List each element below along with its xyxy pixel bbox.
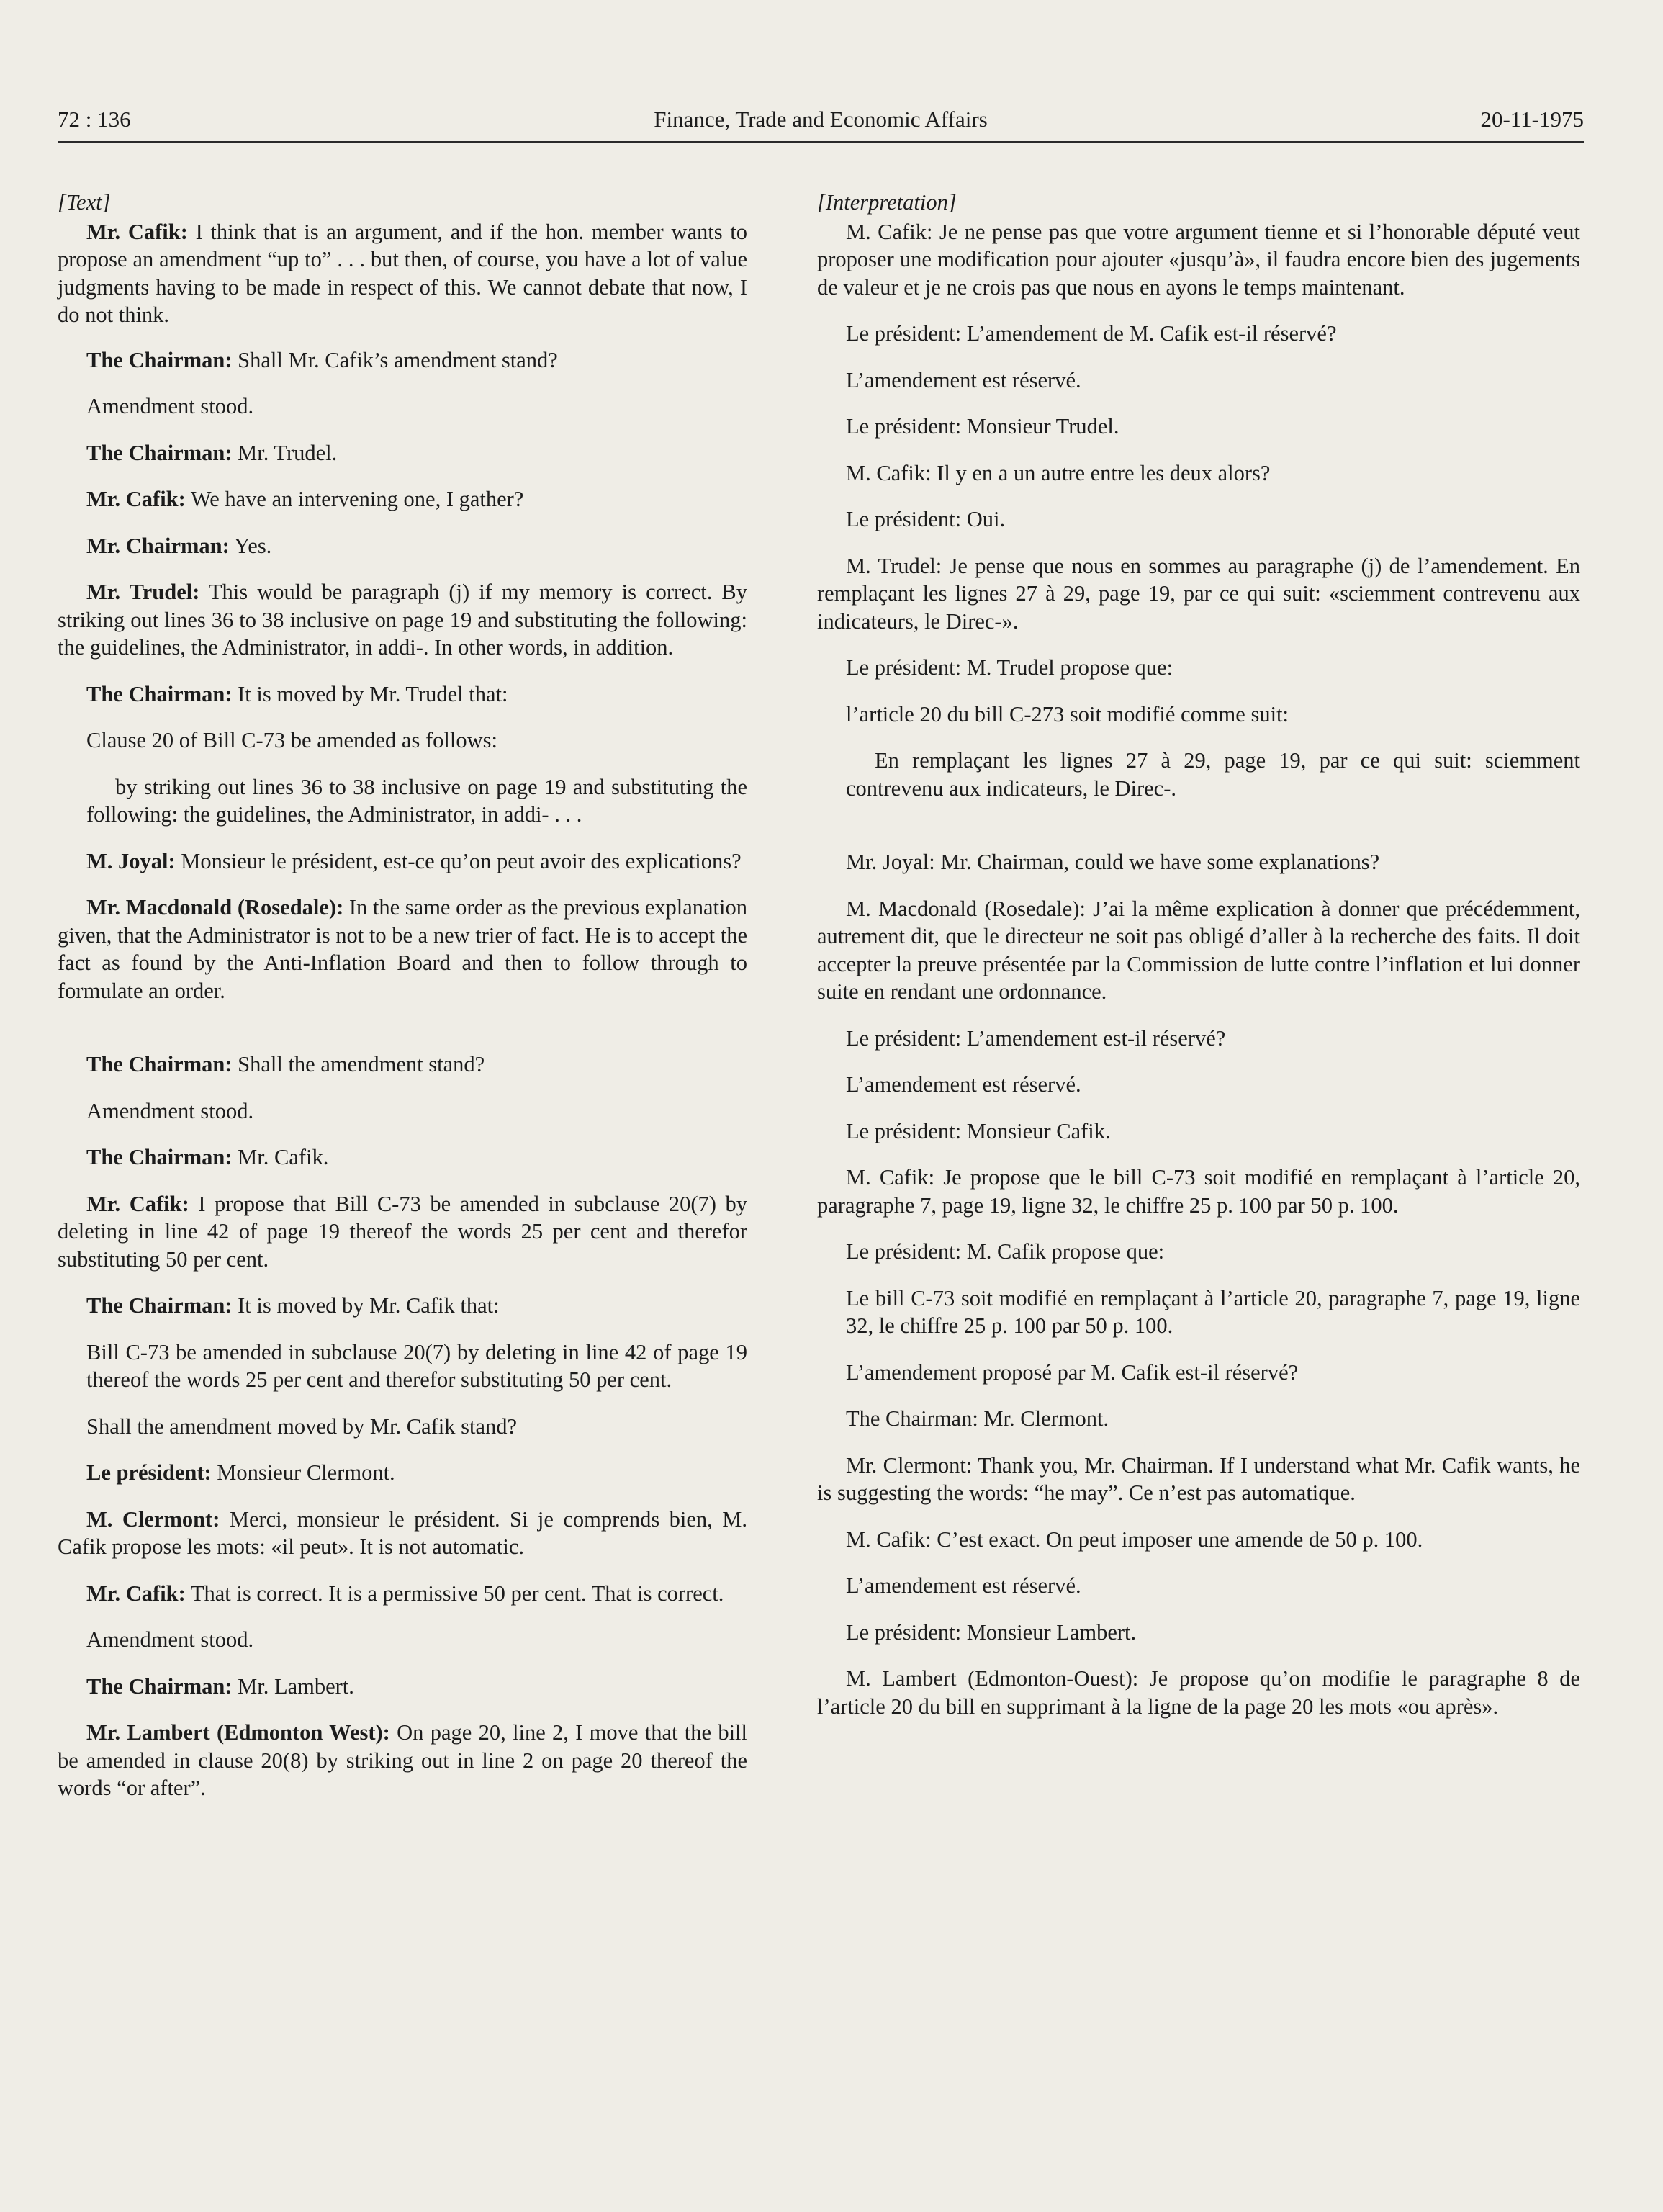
speech: The Chairman: Mr. Clermont. [846,1406,1109,1431]
paragraph [58,439,747,467]
speech: Clause 20 of Bill C-73 be amended as follows: [86,728,497,752]
speaker: Le président: [86,1460,212,1485]
speaker: Mr. Cafik: [86,1581,186,1606]
paragraph [817,848,1580,876]
paragraph [817,413,1580,441]
speaker: The Chairman: [86,347,233,372]
paragraph [817,505,1580,534]
speech: Le bill C-73 soit modifié en remplaçant à l’article 20, paragraphe 7, page 19, ligne 32, le chiffre 25 p. 100 par 50 p. 100. [846,1285,1580,1338]
speech: Mr. Trudel. [232,440,338,465]
paragraph [817,1071,1580,1099]
paragraph [58,1143,747,1172]
paragraph [817,218,1580,302]
paragraph [817,895,1580,1006]
speech: Amendment stood. [86,394,254,418]
speech: M. Trudel: Je pense que nous en sommes au paragraphe (j) de l’amendement. En remplaçant les lignes 27 à 29, page 19, par ce qui suit: «sciemment contrevenu aux indicateurs, le Direc-». [817,553,1580,634]
speech: M. Cafik: C’est exact. On peut imposer une amende de 50 p. 100. [846,1527,1423,1552]
left-column-text [58,189,747,1821]
speech: Le président: M. Trudel propose que: [846,655,1173,680]
paragraph [817,1118,1580,1146]
quoted-motion [86,1339,747,1394]
paragraph [58,485,747,513]
quoted-motion [846,701,1580,729]
speaker: M. Clermont: [86,1506,220,1532]
paragraph [58,1580,747,1608]
speech: Yes. [229,533,272,558]
paragraph [58,1413,747,1441]
paragraph [817,1572,1580,1600]
speech: Bill C-73 be amended in subclause 20(7) by deleting in line 42 of page 19 thereof the words 25 per cent and therefor substituting 50 per cent. [86,1339,747,1392]
speech: by striking out lines 36 to 38 inclusive on page 19 and substituting the following: the guidelines, the Administrator, in addi- . . . [86,774,747,827]
paragraph [817,1359,1580,1387]
speech: Mr. Lambert. [232,1673,354,1699]
speaker: The Chairman: [86,1673,233,1699]
speech: M. Cafik: Je ne pense pas que votre argument tienne et si l’honorable député veut proposer une modification pour ajouter «jusqu’à», il faudra encore bien des jugements de valeur et je ne crois pas que nous en ayons le temps maintenant. [817,219,1580,300]
speech: M. Lambert (Edmonton-Ouest): Je propose qu’on modifie le paragraphe 8 de l’article 20 du bill en supprimant à la ligne de la page 20 les mots «ou après». [817,1666,1580,1719]
speech: Monsieur le président, est-ce qu’on peut avoir des explications? [175,848,742,873]
paragraph [817,1526,1580,1554]
speech: On page 20, line 2, I move that the bill be amended in clause 20(8) by striking out in line 2 on page 20 thereof the words “or after”. [58,1720,747,1800]
paragraph [58,1459,747,1487]
quoted-motion [86,773,747,829]
speech: It is moved by Mr. Cafik that: [232,1293,500,1318]
header-page-number: 72 : 136 [58,107,131,132]
speech: Shall Mr. Cafik’s amendment stand? [232,347,558,372]
section-label-interpretation: [Interpretation] [817,190,957,215]
speech: Mr. Clermont: Thank you, Mr. Chairman. If I understand what Mr. Cafik wants, he is suggesting the words: “he may”. Ce n’est pas automatique. [817,1452,1580,1505]
speech: Mr. Cafik. [232,1145,329,1169]
speech: Mr. Joyal: Mr. Chairman, could we have some explanations? [846,850,1380,874]
paragraph [58,392,747,421]
speech: Le président: L’amendement est-il réservé? [846,1025,1226,1051]
quoted-motion [846,1285,1580,1340]
speaker: Mr. Chairman: [86,533,230,558]
speech: Le président: L’amendement de M. Cafik est-il réservé? [846,321,1337,346]
quoted-motion [846,747,1580,802]
paragraph [58,532,747,560]
speech: L’amendement est réservé. [846,1072,1081,1097]
speech: Shall the amendment stand? [232,1052,485,1076]
speech: Shall the amendment moved by Mr. Cafik stand? [86,1413,518,1439]
paragraph [58,1626,747,1654]
speaker: Mr. Cafik: [86,487,186,511]
paragraph [58,346,747,374]
paragraph [58,680,747,709]
quoted-motion [86,727,747,755]
speech: Le président: M. Cafik propose que: [846,1239,1165,1264]
speech: In the same order as the previous explanation given, that the Administrator is not to be a new trier of fact. He is to accept the fact as found by the Anti-Inflation Board and then to follow through to formulate an order. [58,895,747,1003]
speech: This would be paragraph (j) if my memory is correct. By striking out lines 36 to 38 inclusive on page 19 and substituting the following: the guidelines, the Administrator, in addi-. In other words, in addition. [58,580,748,660]
paragraph [817,1405,1580,1433]
paragraph [58,218,747,329]
paragraph [817,654,1580,682]
speech: Merci, monsieur le président. Si je comprends bien, M. Cafik propose les mots: «il peut». It is not automatic. [58,1506,747,1559]
paragraph [817,367,1580,395]
speaker: M. Joyal: [86,848,176,873]
speech: Le président: Oui. [846,507,1006,531]
speech: L’amendement est réservé. [846,367,1081,392]
paragraph [817,1238,1580,1266]
speaker: The Chairman: [86,1145,233,1169]
paragraph [58,1190,747,1274]
speech: L’amendement proposé par M. Cafik est-il réservé? [846,1359,1299,1385]
right-column-interpretation [817,189,1580,1739]
speech: M. Cafik: Je propose que le bill C-73 soit modifié en remplaçant à l’article 20, paragraphe 7, page 19, ligne 32, le chiffre 25 p. 100 par 50 p. 100. [817,1165,1580,1218]
speech: M. Cafik: Il y en a un autre entre les deux alors? [846,460,1271,485]
paragraph [58,1506,747,1561]
header-title: Finance, Trade and Economic Affairs [654,107,988,132]
paragraph [817,1025,1580,1053]
speaker: Mr. Lambert (Edmonton West): [86,1720,390,1745]
paragraph [817,320,1580,348]
speech: Monsieur Clermont. [211,1460,395,1485]
speech: En remplaçant les lignes 27 à 29, page 19, par ce qui suit: sciemment contrevenu aux indicateurs, le Direc-. [846,748,1580,801]
paragraph [817,1665,1580,1720]
speech: Le président: Monsieur Lambert. [846,1619,1137,1645]
paragraph [817,1452,1580,1507]
running-header [58,107,1584,135]
speech: It is moved by Mr. Trudel that: [232,681,508,706]
paragraph [817,552,1580,636]
paragraph [817,1164,1580,1219]
paragraph [58,894,747,1004]
speaker: The Chairman: [86,681,233,706]
speech: M. Macdonald (Rosedale): J’ai la même explication à donner que précédemment, autrement dit, que le directeur ne soit pas obligé d’aller à la recherche des faits. Il doit accepter la preuve présentée par la Commission de lutte contre l’inflation et lui donner suite en rendant une ordonnance. [817,896,1580,1004]
section-label-text: [Text] [58,190,111,215]
speech: Amendment stood. [86,1627,254,1652]
speaker: Mr. Cafik: [86,219,188,244]
speaker: Mr. Cafik: [86,1191,189,1216]
paragraph [58,1051,747,1079]
speech: We have an intervening one, I gather? [185,487,524,511]
paragraph [817,1619,1580,1647]
speech: L’amendement est réservé. [846,1573,1081,1598]
speaker: Mr. Trudel: [86,580,200,604]
header-date: 20-11-1975 [1480,107,1584,132]
speech: I think that is an argument, and if the hon. member wants to propose an amendment “up to” . . . but then, of course, you have a lot of value judgments having to be made in respect of this. We cannot debate that now, I do not think. [58,219,747,327]
paragraph [58,848,747,876]
speech: Le président: Monsieur Cafik. [846,1118,1111,1143]
paragraph [58,1097,747,1125]
header-rule [58,141,1584,143]
speech: Amendment stood. [86,1098,254,1123]
speaker: The Chairman: [86,1052,233,1076]
speaker: The Chairman: [86,1293,233,1318]
paragraph [58,578,747,662]
speech: That is correct. It is a permissive 50 per cent. That is correct. [185,1581,724,1606]
speech: I propose that Bill C-73 be amended in subclause 20(7) by deleting in line 42 of page 19 thereof the words 25 per cent and therefor substituting 50 per cent. [58,1191,747,1272]
paragraph [58,1673,747,1701]
speech: l’article 20 du bill C-273 soit modifié comme suit: [846,701,1289,727]
paragraph [58,1719,747,1802]
speech: Le président: Monsieur Trudel. [846,414,1119,439]
speaker: Mr. Macdonald (Rosedale): [86,895,344,920]
paragraph [817,459,1580,487]
paragraph [58,1292,747,1320]
speaker: The Chairman: [86,440,233,465]
